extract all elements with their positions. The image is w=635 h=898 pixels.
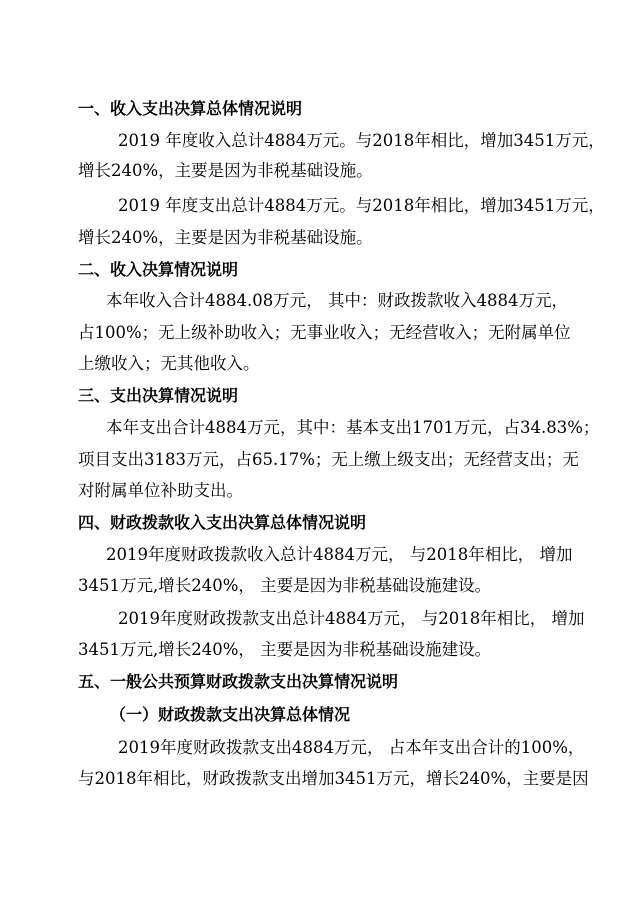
paragraph-line: 与2018年相比，财政拨款支出增加3451万元，增长240%，主要是因 xyxy=(78,769,589,788)
subsection-heading: （一）财政拨款支出决算总体情况 xyxy=(110,705,351,724)
paragraph-line: 2019年度财政拨款支出4884万元， 占本年支出合计的100%， xyxy=(118,738,585,757)
paragraph-line: 2019年度财政拨款收入总计4884万元， 与2018年相比， 增加 xyxy=(106,545,573,564)
paragraph-line: 3451万元,增长240%， 主要是因为非税基础设施建设。 xyxy=(78,640,492,659)
paragraph-line: 3451万元,增长240%， 主要是因为非税基础设施建设。 xyxy=(78,576,492,595)
section-heading: 三、支出决算情况说明 xyxy=(78,386,239,405)
section-heading: 一、收入支出决算总体情况说明 xyxy=(78,99,303,118)
section-heading: 五、一般公共预算财政拨款支出决算情况说明 xyxy=(78,672,399,691)
section-heading: 四、财政拨款收入支出决算总体情况说明 xyxy=(78,513,367,532)
paragraph-line: 上缴收入；无其他收入。 xyxy=(78,354,260,373)
paragraph-line: 对附属单位补助支出。 xyxy=(78,481,243,500)
paragraph-line: 占100%；无上级补助收入；无事业收入；无经营收入；无附属单位 xyxy=(78,323,571,342)
paragraph-line: 2019 年度支出总计4884万元。与2018年相比，增加3451万元， xyxy=(118,196,605,215)
paragraph-line: 增长240%，主要是因为非税基础设施。 xyxy=(78,161,373,180)
paragraph-line: 项目支出3183万元，占65.17%；无上缴上级支出；无经营支出；无 xyxy=(78,450,579,469)
paragraph-line: 本年收入合计4884.08万元， 其中：财政拨款收入4884万元， xyxy=(106,291,568,310)
paragraph-line: 本年支出合计4884万元，其中：基本支出1701万元，占34.83%； xyxy=(106,418,600,437)
paragraph-line: 增长240%，主要是因为非税基础设施。 xyxy=(78,228,373,247)
paragraph-line: 2019 年度收入总计4884万元。与2018年相比，增加3451万元， xyxy=(118,131,605,150)
paragraph-line: 2019年度财政拨款支出总计4884万元， 与2018年相比， 增加 xyxy=(118,609,585,628)
section-heading: 二、收入决算情况说明 xyxy=(78,260,239,279)
